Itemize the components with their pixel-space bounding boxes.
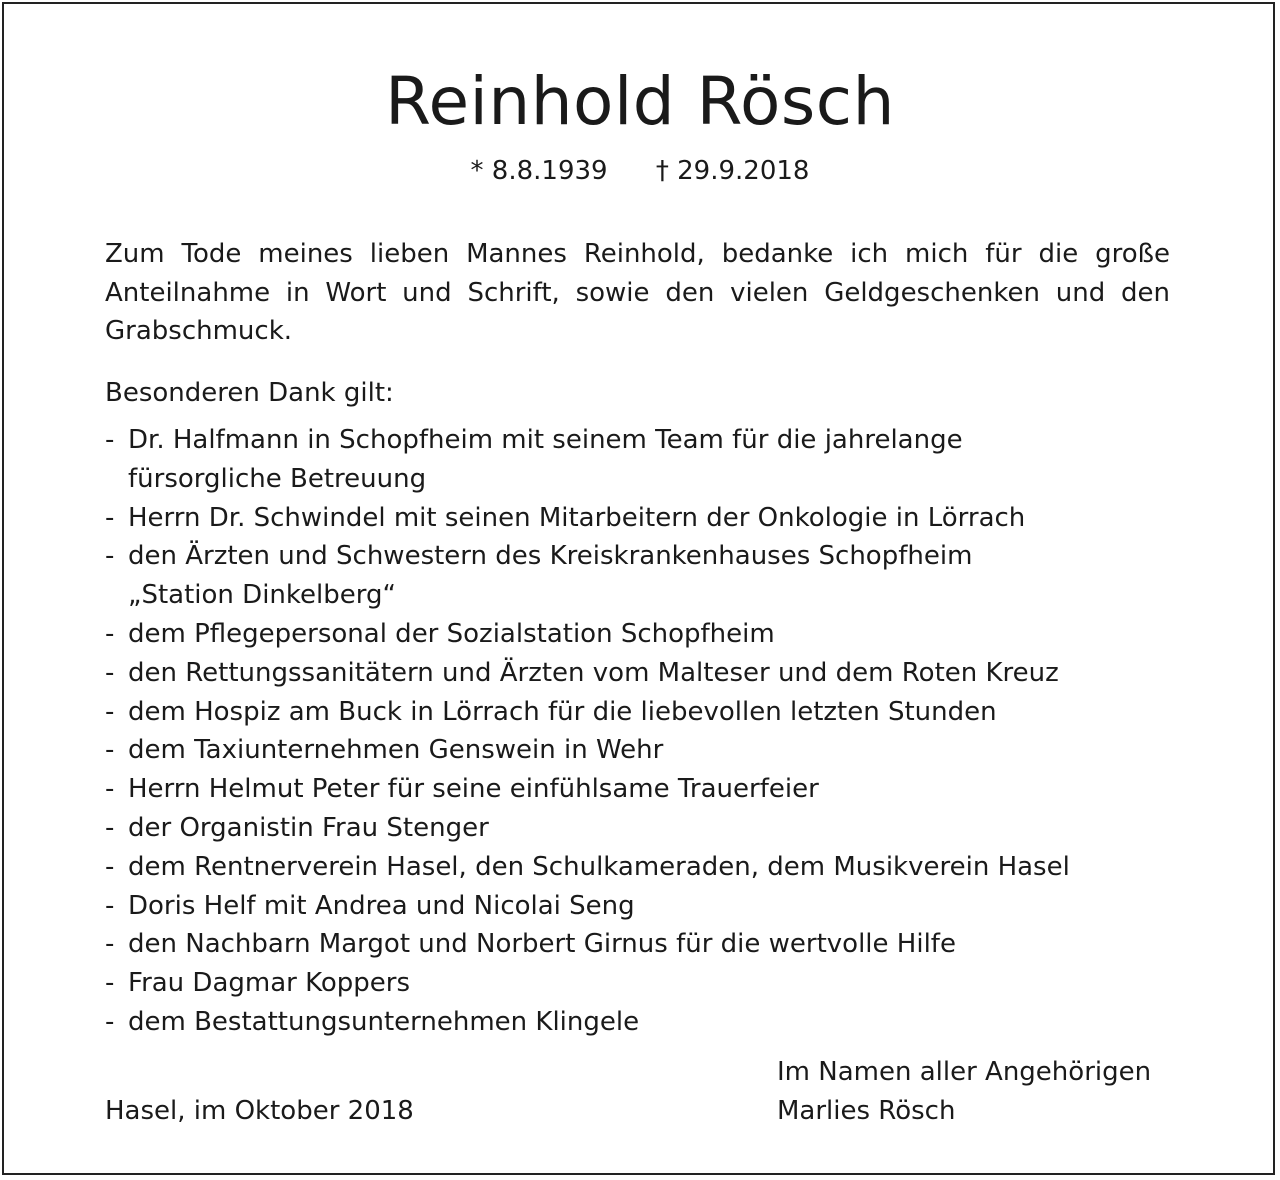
life-dates <box>0 154 1280 188</box>
list-item-text: Frau Dagmar Koppers <box>128 968 411 999</box>
signature-name: Marlies Rösch <box>777 1095 956 1126</box>
list-item <box>105 499 1185 538</box>
list-dash: - <box>105 618 115 649</box>
list-item-text: den Ärzten und Schwestern des Kreiskrankenhauses Schopfheim <box>128 541 973 572</box>
signature-block <box>777 1053 1151 1130</box>
list-dash: - <box>105 735 115 766</box>
list-dash: - <box>105 696 115 727</box>
list-dash: - <box>105 929 115 960</box>
list-item <box>105 848 1185 887</box>
birth-date: * 8.8.1939 <box>470 156 608 186</box>
list-dash: - <box>105 812 115 843</box>
list-dash: - <box>105 851 115 882</box>
list-item-text: Herrn Dr. Schwindel mit seinen Mitarbeitern der Onkologie in Lörrach <box>128 502 1026 533</box>
list-item-text: fürsorgliche Betreuung <box>128 463 427 494</box>
list-item-text: dem Pflegepersonal der Sozialstation Schopfheim <box>128 618 775 649</box>
list-item <box>105 1003 1185 1042</box>
list-item <box>105 770 1185 809</box>
list-dash: - <box>105 502 115 533</box>
list-item <box>105 615 1185 654</box>
deceased-name: Reinhold Rösch <box>385 63 895 140</box>
list-item <box>105 925 1185 964</box>
list-item <box>105 693 1185 732</box>
list-item-text: den Rettungssanitätern und Ärzten vom Malteser und dem Roten Kreuz <box>128 657 1059 688</box>
list-item-text: dem Bestattungsunternehmen Klingele <box>128 1006 640 1037</box>
list-item-text: den Nachbarn Margot und Norbert Girnus für die wertvolle Hilfe <box>128 929 956 960</box>
list-dash: - <box>105 425 115 455</box>
list-item <box>105 887 1185 926</box>
list-dash: - <box>105 1006 115 1037</box>
list-item-text: dem Taxiunternehmen Genswein in Wehr <box>128 735 664 766</box>
list-item <box>105 537 1185 615</box>
list-dash: - <box>105 774 115 805</box>
list-dash: - <box>105 657 115 688</box>
list-item-text: „Station Dinkelberg“ <box>128 580 396 611</box>
death-date: † 29.9.2018 <box>655 156 810 186</box>
list-dash: - <box>105 890 115 921</box>
signature-line-relatives: Im Namen aller Angehörigen <box>777 1057 1152 1087</box>
list-item-text: dem Hospiz am Buck in Lörrach für die liebevollen letzten Stunden <box>128 696 997 727</box>
place-date: Hasel, im Oktober 2018 <box>105 1096 414 1126</box>
list-item <box>105 731 1185 770</box>
list-dash: - <box>105 968 115 999</box>
intro-paragraph: Zum Tode meines lieben Mannes Reinhold, bedanke ich mich für die große Anteilnahme in Wort und Schrift, sowie den vielen Geldgeschenken und den Grabschmuck. <box>105 239 1170 346</box>
list-item <box>105 809 1185 848</box>
list-item-text: dem Rentnerverein Hasel, den Schulkameraden, dem Musikverein Hasel <box>128 851 1070 882</box>
thanks-heading: Besonderen Dank gilt: <box>105 378 394 408</box>
list-item-text: der Organistin Frau Stenger <box>128 812 489 843</box>
list-item <box>105 964 1185 1003</box>
list-item-text: Herrn Helmut Peter für seine einfühlsame Trauerfeier <box>128 774 819 805</box>
list-item-text: Doris Helf mit Andrea und Nicolai Seng <box>128 890 635 921</box>
list-item <box>105 654 1185 693</box>
thanks-list <box>105 421 1185 1042</box>
list-item <box>105 421 1185 499</box>
list-item-text: Dr. Halfmann in Schopfheim mit seinem Team für die jahrelange <box>128 425 963 455</box>
list-dash: - <box>105 541 115 572</box>
